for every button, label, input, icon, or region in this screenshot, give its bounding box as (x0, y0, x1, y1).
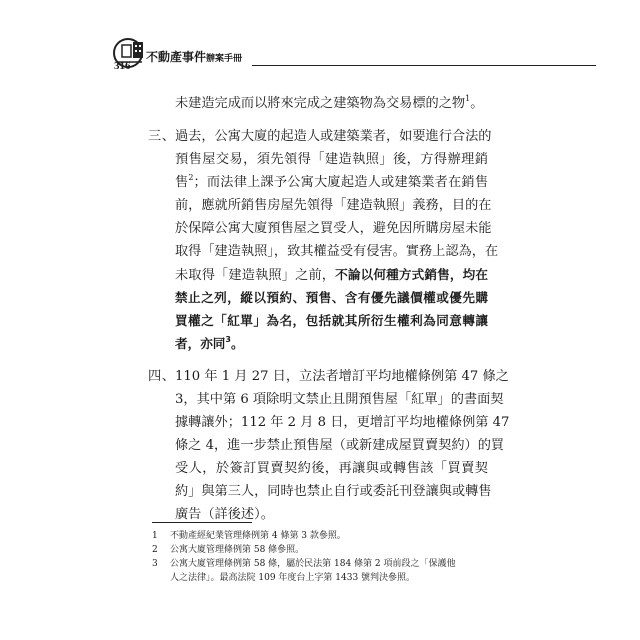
text-line: 於保障公寓大廈預售屋之買受人，避免因所購房屋未能 (175, 221, 492, 236)
running-title (146, 48, 242, 65)
book-title-sub: 辦案手冊 (206, 54, 243, 64)
page-number: 316 (114, 60, 131, 72)
footnote-number: 3 (152, 559, 158, 569)
text-line: 售$^2$；而法律上課予公寓大廈起造人或建築業者在銷售 (175, 173, 489, 190)
text-line: 廣告（詳後述）。 (175, 507, 274, 522)
footnote-continuation: 人之法律」。最高法院 109 年度台上字第 1433 號判決參照。 (170, 573, 416, 583)
footnote-ref[interactable]: 3 (225, 335, 231, 344)
text-line: 3，其中第 6 項除明文禁止且開預售屋「紅單」的書面契 (175, 392, 504, 407)
footnote-item: 2 公寓大廈管理條例第 58 條參照。 (152, 545, 305, 555)
footnote-rule (152, 522, 252, 523)
text-line: 前，應就所銷售房屋先領得「建造執照」義務，目的在 (175, 198, 492, 213)
footnote-ref[interactable]: 2 (188, 173, 194, 182)
item-marker: 四、 (148, 369, 175, 384)
footnote-item: 1 不動產經紀業管理條例第 4 條第 3 款參照。 (152, 531, 346, 541)
text-line: 取得「建造執照」，致其權益受有侵害。實務上認為，在 (175, 244, 499, 259)
text-line: 者，亦同$^3$。 (175, 335, 244, 351)
text-line: 據轉讓外；112 年 2 月 8 日，更增訂平均地權條例第 47 (175, 415, 510, 430)
footnote-item: 3 公寓大廈管理條例第 58 條，屬於民法第 184 條第 2 項前段之「保護他 (152, 559, 456, 569)
text-line: 禁止之列，縱以預約、預售、含有優先議價權或優先購 (175, 290, 488, 305)
text-line: 四、110 年 1 月 27 日，立法者增訂平均地權條例第 47 條之 (148, 365, 488, 388)
item-marker: 三、 (148, 129, 175, 144)
page-header (112, 36, 500, 76)
footnote-ref[interactable]: 1 (465, 94, 471, 103)
paragraph-three (148, 125, 499, 355)
footnote-number: 1 (152, 531, 158, 541)
header-rule (252, 65, 596, 66)
text-line: 受人，於簽訂買賣契約後，再讓與或轉售該「買賣契 (175, 461, 488, 476)
text-line: 預售屋交易，須先領得「建造執照」後，方得辦理銷 (175, 152, 488, 167)
text-line: 未建造完成而以將來完成之建築物為交易標的之物$^1$。 (175, 94, 484, 111)
text-line: 三、過去，公寓大廈的起造人或建築業者，如要進行合法的 (148, 125, 488, 148)
text-line: 買權之「紅單」為名，包括就其所衍生權利為同意轉讓 (175, 313, 488, 328)
paragraph-continuation (148, 92, 488, 115)
paragraph-four (148, 365, 510, 526)
footnote-number: 2 (152, 545, 158, 555)
text-line: 約」與第三人，同時也禁止自行或委託刊登讓與或轉售 (175, 484, 492, 499)
book-title-main: 不動產事件 (146, 50, 207, 64)
text-line: 條之 4，進一步禁止預售屋（或新建成屋買賣契約）的買 (175, 438, 505, 453)
footnotes (152, 529, 472, 585)
body-text (148, 92, 510, 536)
text-line: 未取得「建造執照」之前，不論以何種方式銷售，均在 (175, 267, 488, 283)
